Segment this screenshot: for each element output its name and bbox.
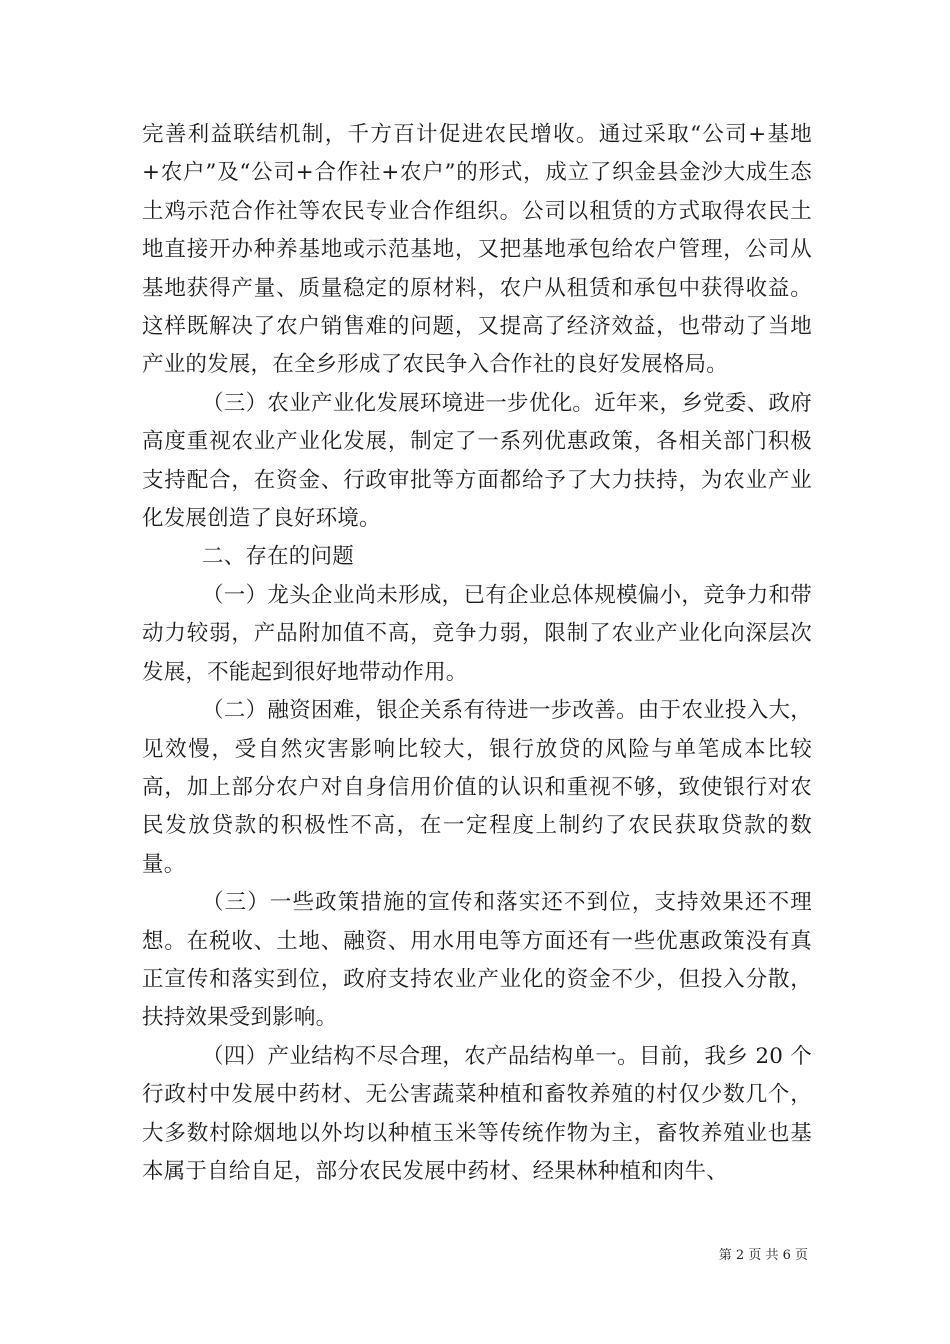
page-number: 第 2 页 共 6 页 xyxy=(718,1248,808,1263)
paragraph-problem-4: （四）产业结构不尽合理，农产品结构单一。目前，我乡 20 个行政村中发展中药材、无公害蔬菜种植和畜牧养殖的村仅少数几个，大多数村除烟地以外均以种植玉米等传统作物为主，畜牧养殖业也基本属于自给自足，部分农民发展中药材、经果林种植和肉牛、 xyxy=(142,1043,812,1184)
paragraph-problem-3: （三）一些政策措施的宣传和落实还不到位，支持效果还不理想。在税收、土地、融资、用水用电等方面还有一些优惠政策没有真正宣传和落实到位，政府支持农业产业化的资金不少，但投入分散，扶持效果受到影响。 xyxy=(142,890,812,1031)
paragraph-problem-2: （二）融资困难，银企关系有待进一步改善。由于农业投入大，见效慢，受自然灾害影响比较大，银行放贷的风险与单笔成本比较高，加上部分农户对自身信用价值的认识和重视不够，致使银行对农民发放贷款的积极性不高，在一定程度上制约了农民获取贷款的数量。 xyxy=(142,698,812,877)
document-body xyxy=(142,116,812,1191)
paragraph-problem-1: （一）龙头企业尚未形成，已有企业总体规模偏小，竞争力和带动力较弱，产品附加值不高，竞争力弱，限制了农业产业化向深层次发展，不能起到很好地带动作用。 xyxy=(142,582,812,685)
paragraph-environment-optimized: （三）农业产业化发展环境进一步优化。近年来，乡党委、政府高度重视农业产业化发展，制定了一系列优惠政策，各相关部门积极支持配合，在资金、行政审批等方面都给予了大力扶持，为农业产业化发展创造了良好环境。 xyxy=(142,390,812,532)
paragraph-cooperative-mechanism: 完善利益联结机制，千方百计促进农民增收。通过采取“公司+基地+农户”及“公司+合作社+农户”的形式，成立了织金县金沙大成生态土鸡示范合作社等农民专业合作组织。公司以租赁的方式取得农民土地直接开办种养基地或示范基地，又把基地承包给农户管理，公司从基地获得产量、质量稳定的原材料，农户从租赁和承包中获得收益。这样既解决了农户销售难的问题，又提高了经济效益，也带动了当地产业的发展，在全乡形成了农民争入合作社的良好发展格局。 xyxy=(142,122,812,378)
section-heading-problems: 二、存在的问题 xyxy=(202,544,354,570)
